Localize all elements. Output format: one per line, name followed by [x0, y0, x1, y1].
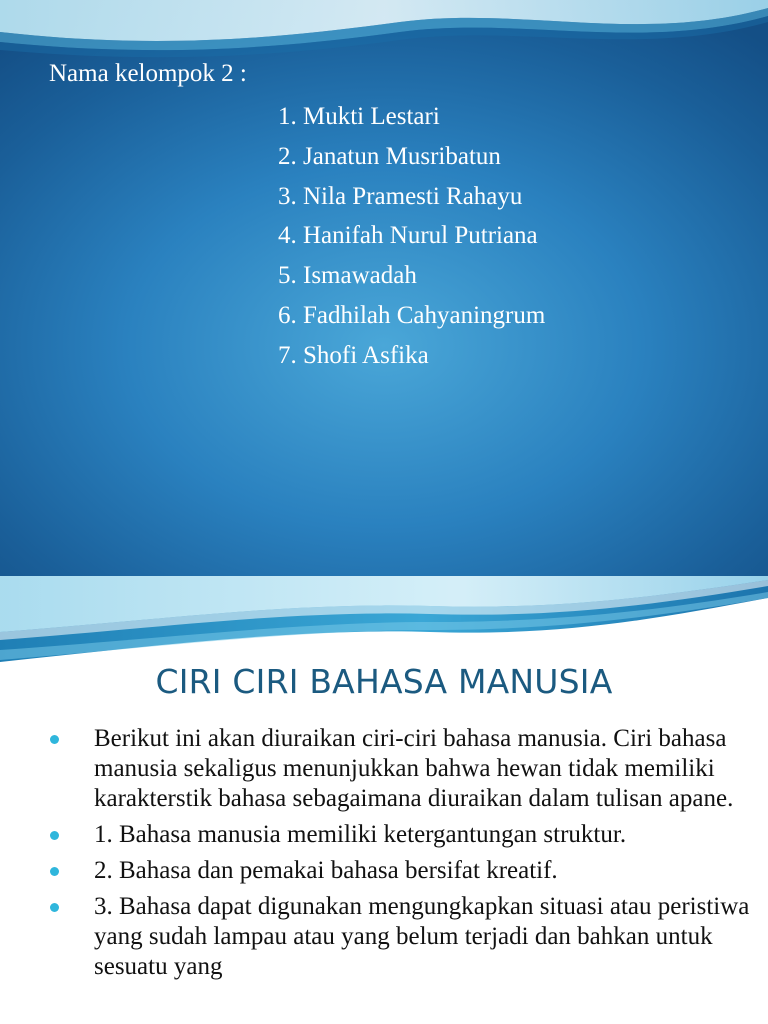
bullet-dot-icon [50, 831, 59, 840]
bullet-text: 1. Bahasa manusia memiliki ketergantungan struktur. [94, 821, 627, 848]
bullet-list [50, 724, 750, 988]
bullet-item [50, 856, 750, 886]
wave-band-decoration [0, 576, 768, 672]
bullet-item [50, 724, 750, 814]
bullet-item [50, 892, 750, 982]
slide-title: CIRI CIRI BAHASA MANUSIA [155, 662, 613, 701]
group-heading: Nama kelompok 2 : [49, 60, 247, 87]
bullet-text: 2. Bahasa dan pemakai bahasa bersifat kreatif. [94, 857, 558, 884]
bullet-dot-icon [50, 867, 59, 876]
member-item: 6. Fadhilah Cahyaningrum [278, 301, 546, 329]
member-item: 4. Hanifah Nurul Putriana [278, 222, 538, 250]
member-item: 7. Shofi Asfika [278, 341, 429, 369]
member-item: 5. Ismawadah [278, 262, 417, 290]
member-list [278, 97, 545, 376]
member-item: 3. Nila Pramesti Rahayu [278, 182, 523, 210]
member-item: 2. Janatun Musribatun [278, 142, 501, 170]
bullet-item [50, 820, 750, 850]
slide-ciri-bahasa [0, 576, 768, 1024]
bullet-dot-icon [50, 735, 59, 744]
bullet-text: 3. Bahasa dapat digunakan mengungkapkan situasi atau peristiwa yang sudah lampau atau yang belum terjadi dan bahkan untuk sesuatu yang [94, 893, 750, 980]
bullet-dot-icon [50, 903, 59, 912]
member-item: 1. Mukti Lestari [278, 103, 440, 130]
bullet-text: Berikut ini akan diuraikan ciri-ciri bahasa manusia. Ciri bahasa manusia sekaligus menunjukkan bahwa hewan tidak memiliki karakterstik bahasa sebagaimana diuraikan dalam tulisan apane. [94, 725, 734, 812]
